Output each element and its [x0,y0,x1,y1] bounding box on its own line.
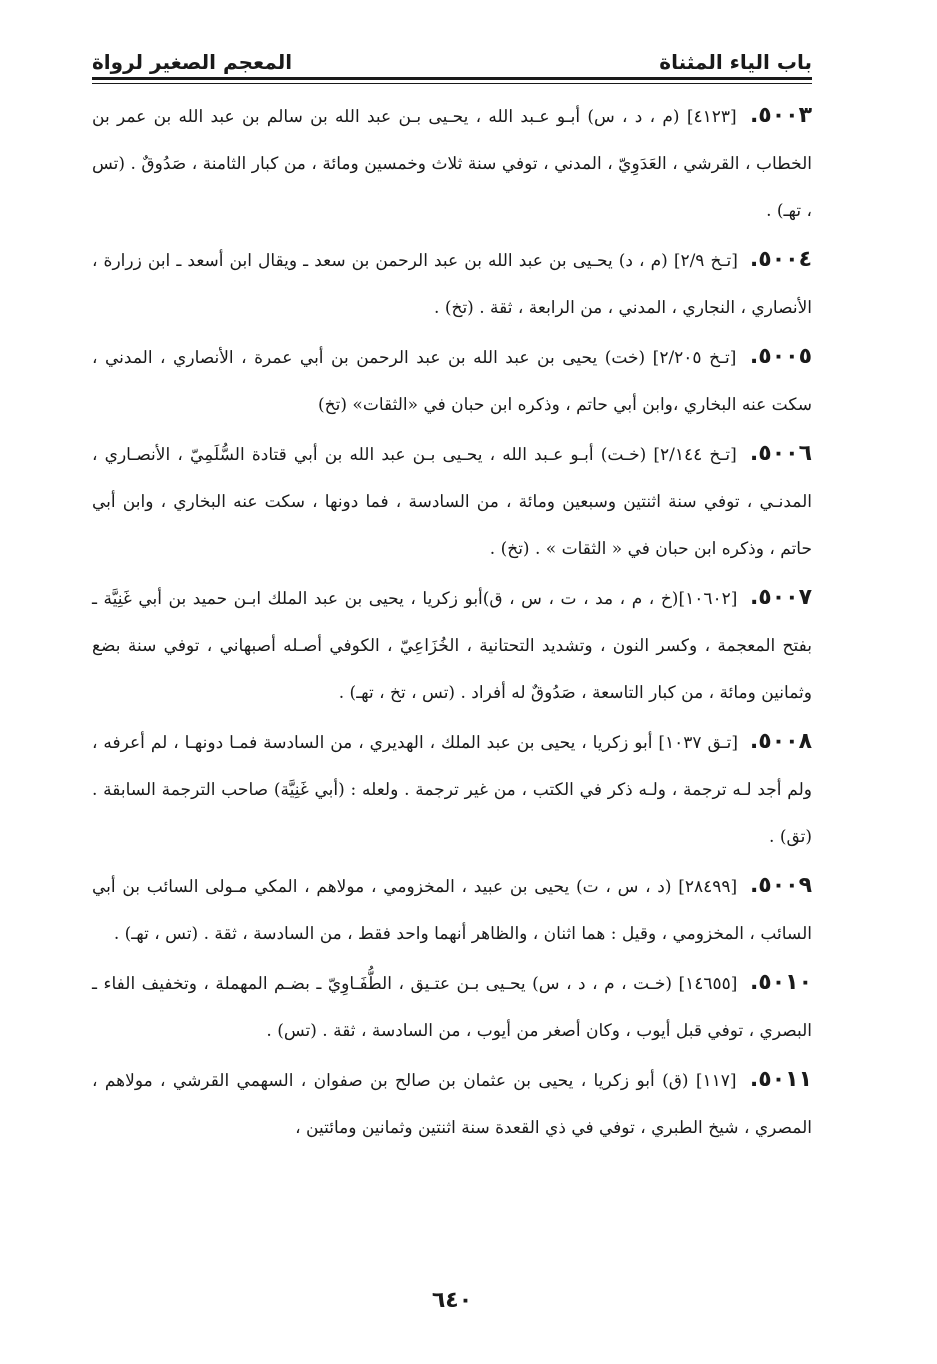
running-header [92,36,812,74]
entry-text: [تـخ ٢/١٤٤] (خـت) أبـو عـبد الله ، يحـيى بـن عبد الله بن أبي قتادة السُّلَمِيّ ، الأنصـاري ، المدنـي ، توفي سنة اثنتين وسبعين ومائة ، من السادسة ، فما دونها ، سكت عنه البخاري ، وابن أبي حاتم ، وذكره ابن حبان في « الثقات » . (تخ) . [92,445,812,559]
header-rule-thin [92,83,812,84]
entry-number: ٥٠٠٧. [749,585,813,610]
entry-number: ٥٠٠٩. [749,873,813,898]
entry-number: ٥٠٠٣. [749,103,813,128]
header-book-title: المعجم الصغير لرواة [92,50,293,74]
entry-text: [تـخ ٢/٢٠٥] (خت) يحيى بن عبد الله بن عبد الرحمن بن أبي عمرة ، الأنصاري ، المدني ، سكت عنه البخاري ،وابن أبي حاتم ، وذكره ابن حبان في «الثقات» (تخ) [92,348,812,415]
entry-5006 [92,430,812,573]
entry-text: [٤١٢٣] (م ، د ، س) أبـو عـبد الله ، يحـيى بـن عبد الله بن سالم بن عبد الله بن عمر بن الخطاب ، القرشي ، العَدَوِيّ ، المدني ، توفي سنة ثلاث وخمسين ومائة ، من كبار الثامنة ، صَدُوقٌ . (تس ، تهـ) . [92,107,812,221]
entry-number: ٥٠٠٥. [749,344,812,369]
entry-5008 [92,718,812,861]
entry-text: [١٠٦٠٢](خ ، م ، مد ، ت ، س ، ق)أبو زكريا ، يحيى بن عبد الملك ابـن حميد بن أبي غَنِيَّة ـ بفتح المعجمة ، وكسر النون ، وتشديد التحتانية ، الخُزَاعِيّ ، الكوفي أصـله أصبهاني ، توفي سنة بضع وثمانين ومائة ، من كبار التاسعة ، صَدُوقٌ له أفراد . (تس ، تخ ، تهـ) . [92,589,812,703]
entry-text: [١١٧] (ق) أبو زكريا ، يحيى بن عثمان بن صالح بن صفوان ، السهمي القرشي ، مولاهم ، المصري ، شيخ الطبري ، توفي في ذي القعدة سنة اثنتين وثمانين ومائتين ، [92,1071,812,1138]
page-number: ٦٤٠ [431,1288,473,1313]
entry-5010 [92,959,812,1055]
entry-number: ٥٠١٠. [749,970,813,995]
entry-5007 [92,574,812,717]
entry-5003 [92,92,812,235]
entry-number: ٥٠٠٦. [749,441,812,466]
document-page [92,0,812,1364]
entry-5009 [92,862,812,958]
header-rule-thick [92,77,812,80]
entry-5005 [92,333,812,429]
entry-5011 [92,1056,812,1152]
entry-number: ٥٠٠٤. [749,247,812,272]
entry-number: ٥٠٠٨. [749,729,812,754]
entry-text: [تـخ ٢/٩] (م ، د) يحـيى بن عبد الله بن عبد الرحمن بن سعد ـ ويقال ابن أسعد ـ ابن زرارة ، الأنصاري ، النجاري ، المدني ، من الرابعة ، ثقة . (تخ) . [92,251,812,318]
entry-text: [تـق ١٠٣٧] أبو زكريا ، يحيى بن عبد الملك ، الهديري ، من السادسة فمـا دونهـا ، لم أعرفه ، ولم أجد لـه ترجمة ، ولـه ذكر في الكتب ، من غير ترجمة . ولعله : (أبي غَنِيَّة) صاحب الترجمة السابقة . (تق) . [92,733,812,847]
entry-text: [٢٨٤٩٩] (د ، س ، ت) يحيى بن عبيد ، المخزومي ، مولاهم ، المكي مـولى السائب بن أبي السائب ، المخزومي ، وقيل : هما اثنان ، والظاهر أنهما واحد فقط ، من السادسة ، ثقة . (تس ، تهـ) . [92,877,812,944]
entry-text: [١٤٦٥٥] (خـت ، م ، د ، س) يحـيى بـن عتـيق ، الطُّفَـاوِيّ ـ بضـم المهملة ، وتخفيف الفاء ـ البصري ، توفي قبل أيوب ، وكان أصغر من أيوب ، من السادسة ، ثقة . (تس) . [92,974,812,1041]
header-chapter-title: باب الياء المثناة [659,50,812,74]
entry-number: ٥٠١١. [749,1067,812,1092]
entries-list [92,92,812,1153]
entry-5004 [92,236,812,332]
